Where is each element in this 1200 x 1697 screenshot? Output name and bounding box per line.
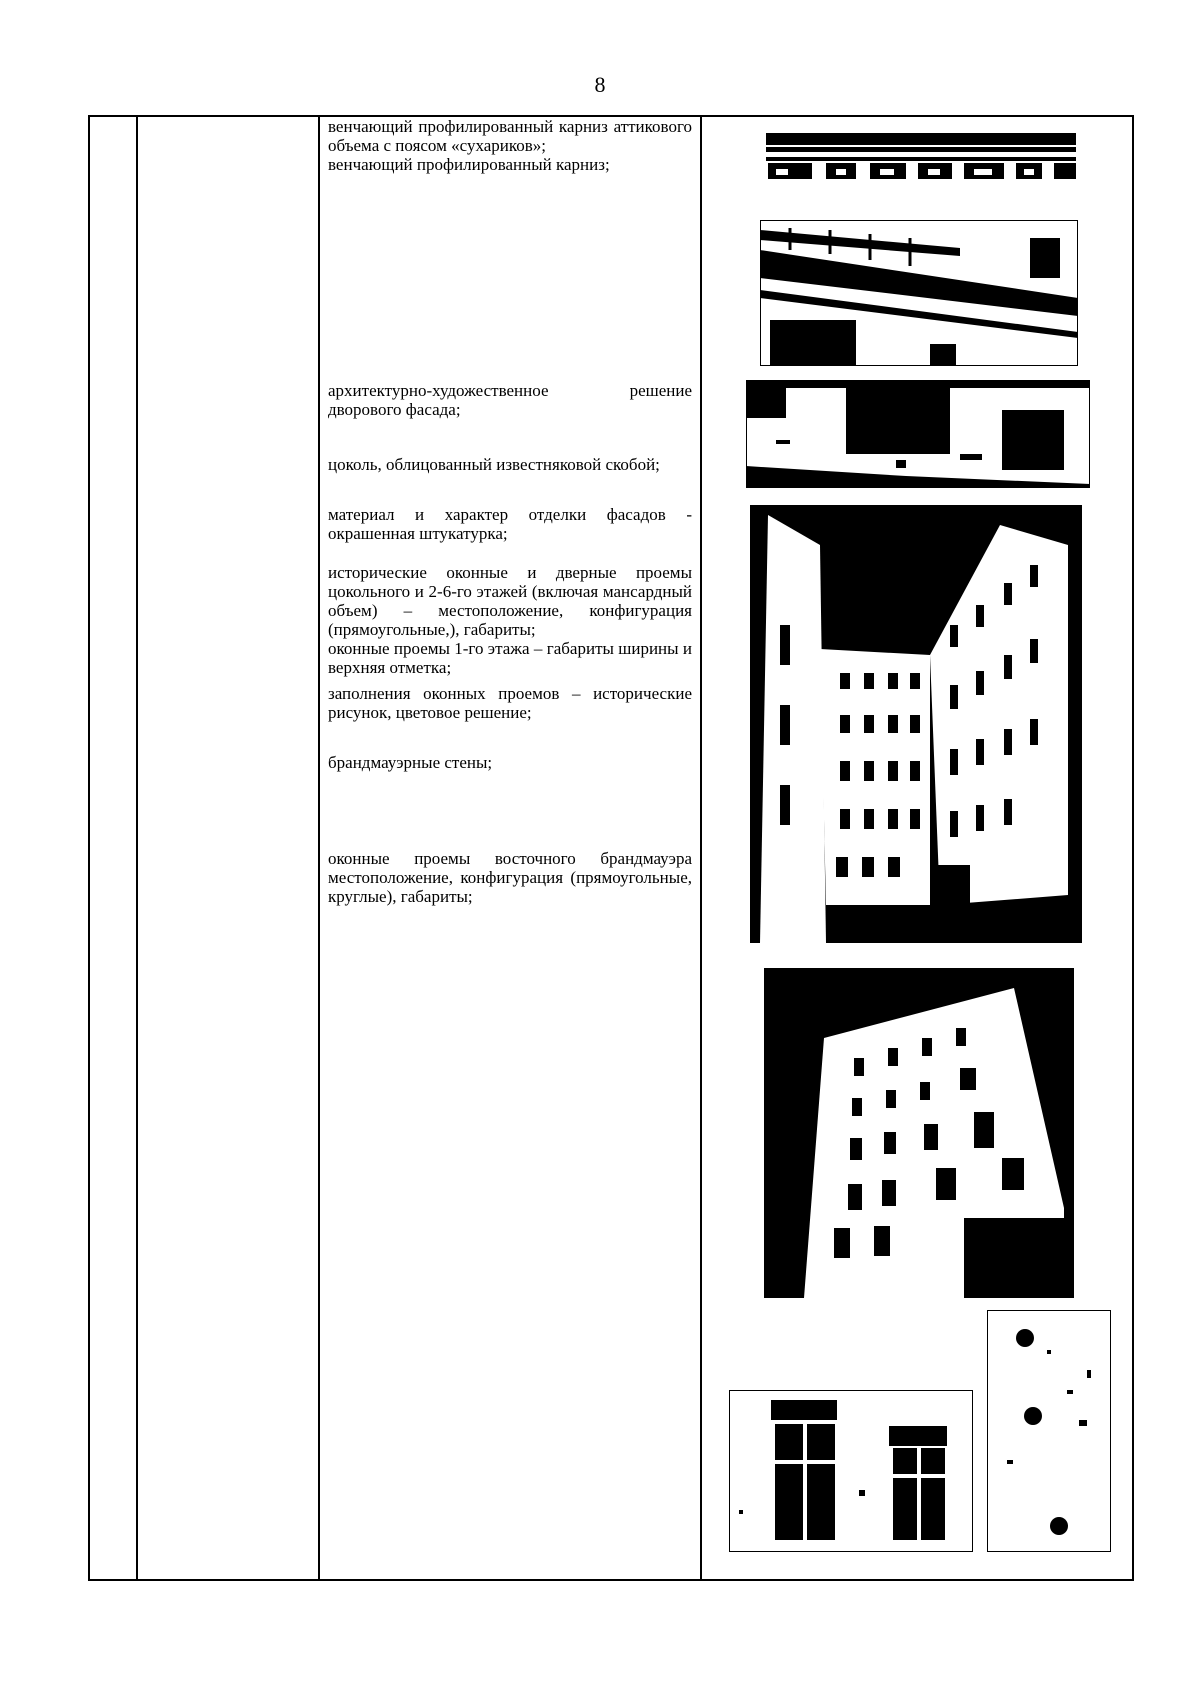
photo-profiled-cornice	[760, 220, 1078, 366]
feature-east-firewall-openings: оконные проемы восточного брандмауэра местоположение, конфигурация (прямоугольные, круглые), габариты;	[328, 849, 692, 906]
photo-courtyard-facade	[750, 505, 1082, 943]
feature-plinth: цоколь, облицованный известняковой скобой;	[328, 455, 660, 474]
feature-finishing: материал и характер отделки фасадов - окрашенная штукатурка;	[328, 505, 692, 543]
feature-courtyard-facade: архитектурно-художественное решение дворового фасада;	[328, 381, 692, 419]
photo-dentil-cornice	[766, 133, 1076, 189]
feature-attic-cornice: венчающий профилированный карниз аттикового объема с поясом «сухариков»;	[328, 117, 692, 155]
page-number: 8	[594, 72, 606, 97]
photo-firewall-round-openings	[987, 1310, 1111, 1552]
feature-ground-floor-openings: оконные проемы 1-го этажа – габариты ширины и верхняя отметка;	[328, 639, 692, 677]
column-divider	[318, 117, 320, 1579]
feature-cornice: венчающий профилированный карниз;	[328, 155, 610, 174]
photo-facade-corner	[764, 968, 1074, 1298]
column-divider	[700, 117, 702, 1579]
feature-historic-openings: исторические оконные и дверные проемы цокольного и 2-6-го этажей (включая мансардный объем) – местоположение, конфигурация (прямоугольные,), габариты; оконные проемы 1-го этажа – габариты ширины и верхняя отметка;	[328, 563, 692, 677]
photo-plinth	[746, 380, 1090, 488]
feature-text-cornice-block	[328, 117, 692, 174]
column-divider	[136, 117, 138, 1579]
feature-window-fillings: заполнения оконных проемов – исторические рисунок, цветовое решение;	[328, 684, 692, 722]
feature-firewalls: брандмауэрные стены;	[328, 753, 493, 772]
photo-window-fillings	[729, 1390, 973, 1552]
